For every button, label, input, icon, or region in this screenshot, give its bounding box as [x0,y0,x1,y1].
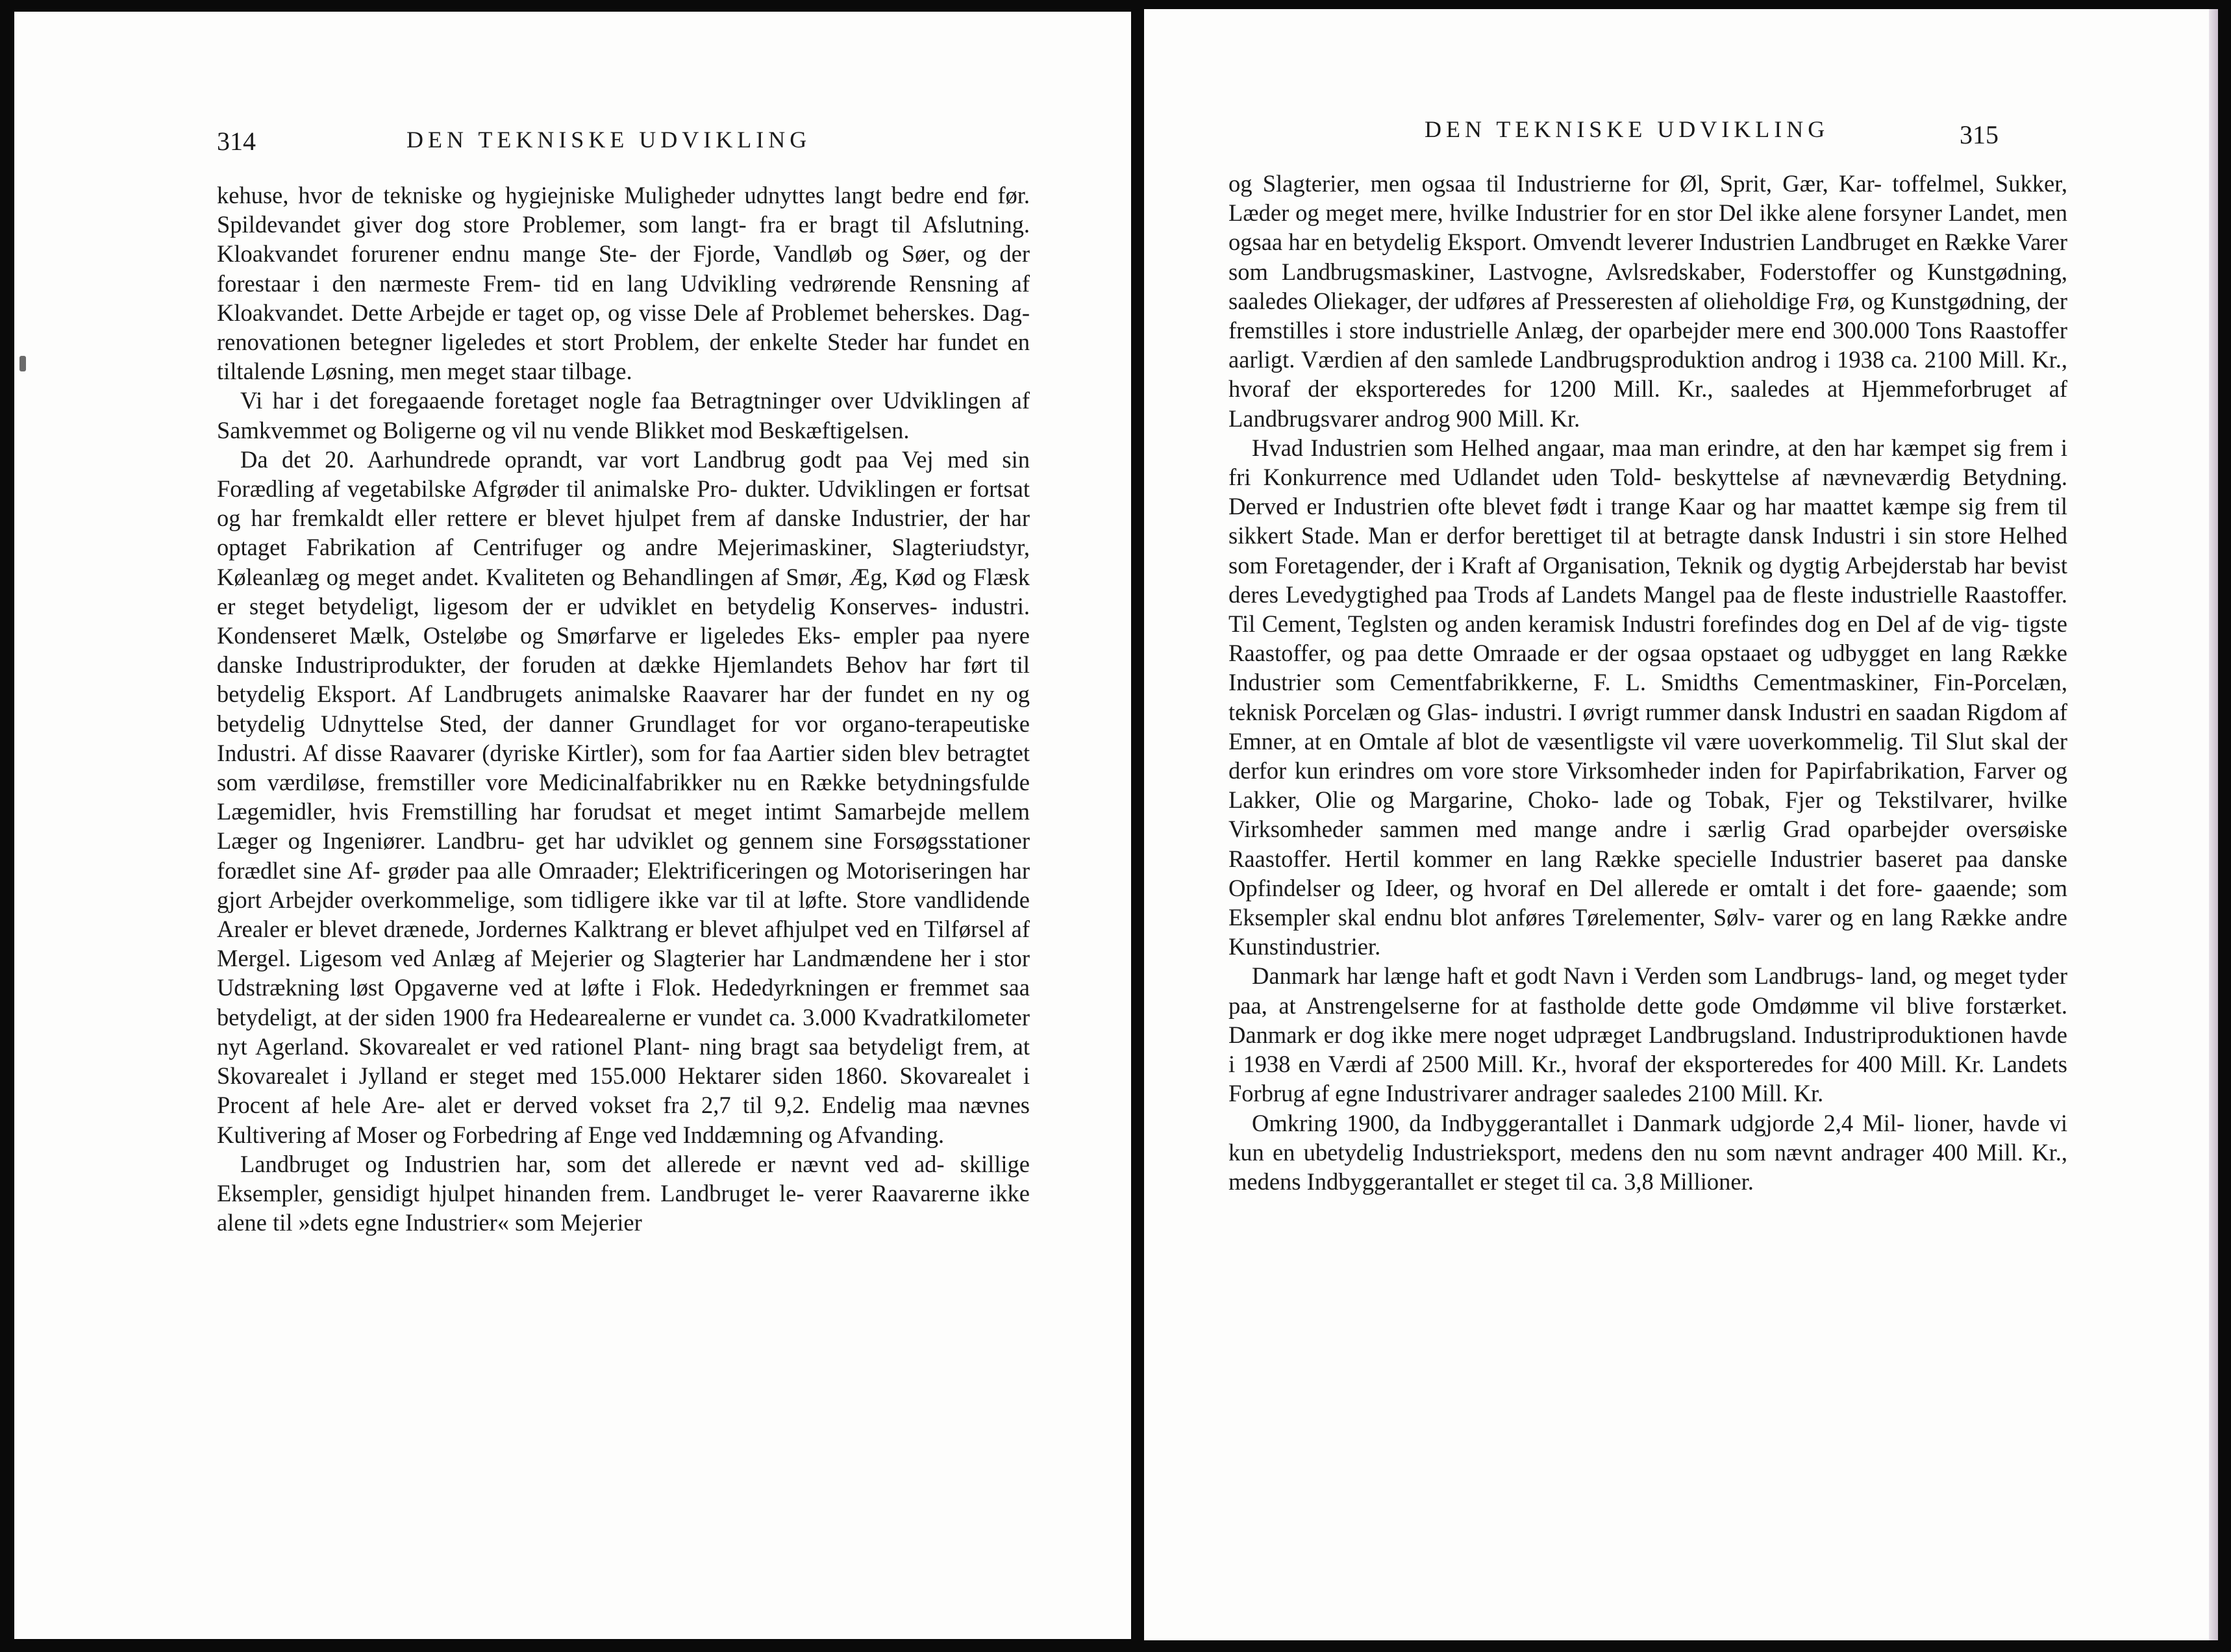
paragraph: Landbruget og Industrien har, som det allerede er nævnt ved ad- skillige Eksempler, gensidigt hjulpet hinanden frem. Landbruget le- verer Raavarerne ikke alene til »dets egne Industrier« som Mejerier [217,1150,1030,1236]
paragraph: Da det 20. Aarhundrede oprandt, var vort Landbrug godt paa Vej med sin Forædling af vegetabilske Afgrøder til animalske Pro- dukter. Udviklingen er fortsat og har fremkaldt eller rettere er blevet hjulpet frem af danske Industrier, der har optaget Fabrikation af Centrifuger og andre Mejerimaskiner, Slagteriudstyr, Køleanlæg og meget andet. Kvaliteten og Behandlingen af Smør, Æg, Kød og Flæsk er steget betydeligt, ligesom der er udviklet en betydelig Konserves- industri. Kondenseret Mælk, Osteløbe og Smørfarve er ligeledes Eks- empler paa nyere danske Industriprodukter, der foruden at dække Hjemlandets Behov har ført til betydelig Eksport. Af Landbrugets animalske Raavarer har der fundet en ny og betydelig Udnyttelse Sted, der danner Grundlaget for vor organo-terapeutiske Industri. Af disse Raavarer (dyriske Kirtler), som for faa Aartier siden blev betragtet som værdiløse, fremstiller vore Medicinalfabrikker nu en Række betydningsfulde Lægemidler, hvis Fremstilling har forudsat et meget intimt Samarbejde mellem Læger og Ingeniører. Landbru- get har udviklet og gennem sine Forsøgsstationer forædlet sine Af- grøder paa alle Omraader; Elektrificeringen og Motoriseringen har gjort Arbejder overkommelige, som tidligere ikke var til at løfte. Store vandlidende Arealer er blevet drænede, Jordernes Kalktrang er blevet afhjulpet ved en Tilførsel af Mergel. Ligesom ved Anlæg af Mejerier og Slagterier har Landmændene her i stor Udstrækning løst Opgaverne ved at løfte i Flok. Hededyrkningen er fremmet saa betydeligt, at der siden 1900 fra Hedearealerne er vundet ca. 3.000 Kvadratkilometer nyt Agerland. Skovarealet er ved rationel Plant- ning bragt saa betydeligt frem, at Skovarealet i Jylland er steget med 155.000 Hektarer siden 1860. Skovarealet i Procent af hele Are- alet er derved vokset fra 2,7 til 9,2. Endelig maa nævnes Kultivering af Moser og Forbedring af Enge ved Inddæmning og Afvanding. [217,445,1030,1148]
right-page [1144,9,2218,1640]
paragraph: og Slagterier, men ogsaa til Industrierne for Øl, Sprit, Gær, Kar- toffelmel, Sukker, Læder og meget mere, hvilke Industrier for en stor Del ikke alene forsyner Landet, men ogsaa har en betydelig Eksport. Omvendt leverer Industrien Landbruget en Række Varer som Landbrugsmaskiner, Lastvogne, Avlsredskaber, Foderstoffer og Kunstgødning, saaledes Oliekager, der udføres af Presseresten af olieholdige Frø, og Kunstgødning, der fremstilles i store industrielle Anlæg, der oparbejder mere end 300.000 Tons Raastoffer aarligt. Værdien af den samlede Landbrugsproduktion androg i 1938 ca. 2100 Mill. Kr., hvoraf der eksporteredes for 1200 Mill. Kr., saaledes at Hjemmeforbruget af Landbrugsvarer androg 900 Mill. Kr. [1228,170,2067,432]
scan-speck [19,356,26,371]
running-head: DEN TEKNISKE UDVIKLING [406,127,812,153]
left-page [14,12,1131,1639]
body-text [1228,169,2067,1196]
paragraph: Danmark har længe haft et godt Navn i Verden som Landbrugs- land, og meget tyder paa, at Anstrengelserne for at fastholde dette gode Omdømme vil blive forstærket. Danmark er dog ikke mere noget udpræget Landbrugsland. Industriproduktionen havde i 1938 en Værdi af 2500 Mill. Kr., hvoraf der eksporteredes for 400 Mill. Kr. Landets Forbrug af egne Industrivarer andrager saaledes 2100 Mill. Kr. [1228,962,2067,1107]
page-number: 314 [217,127,256,156]
paragraph: Omkring 1900, da Indbyggerantallet i Danmark udgjorde 2,4 Mil- lioner, havde vi kun en ubetydelig Industrieksport, medens den nu som nævnt andrager 400 Mill. Kr., medens Indbyggerantallet er steget til ca. 3,8 Millioner. [1228,1109,2067,1195]
body-text [217,181,1030,1237]
running-head: DEN TEKNISKE UDVIKLING [1425,116,1830,142]
paragraph: Vi har i det foregaaende foretaget nogle faa Betragtninger over Udviklingen af Samkvemmet og Boligerne og vil nu vende Blikket mod Beskæftigelsen. [217,387,1030,444]
page-number: 315 [1960,120,1999,149]
paragraph: kehuse, hvor de tekniske og hygiejniske Muligheder udnyttes langt bedre end før. Spildevandet giver dog store Problemer, som langt- fra er bragt til Afslutning. Kloakvandet forurener endnu mange Ste- der Fjorde, Vandløb og Søer, og der forestaar i den nærmeste Frem- tid en lang Udvikling vedrørende Rensning af Kloakvandet. Dette Arbejde er taget op, og visse Dele af Problemet beherskes. Dag- renovationen betegner ligeledes et stort Problem, der enkelte Steder har fundet en tiltalende Løsning, men meget staar tilbage. [217,182,1030,385]
paragraph: Hvad Industrien som Helhed angaar, maa man erindre, at den har kæmpet sig frem i fri Konkurrence med Udlandet uden Told- beskyttelse af nævneværdig Betydning. Derved er Industrien ofte blevet født i trange Kaar og har maattet kæmpe sig frem til sikkert Stade. Man er derfor berettiget til at betragte dansk Industri i sin store Helhed som Foretagender, der i Kraft af Organisation, Teknik og dygtig Arbejderstab har bevist deres Levedygtighed paa Trods af Landets Mangel paa de fleste industrielle Raastoffer. Til Cement, Teglsten og anden keramisk Industri forefindes dog en Del af de vig- tigste Raastoffer, og paa dette Omraade er der ogsaa opstaaet og udbygget en lang Række Industrier som Cementfabrikkerne, F. L. Smidths Cementmaskiner, Fin-Porcelæn, teknisk Porcelæn og Glas- industri. I øvrigt rummer dansk Industri en saadan Rigdom af Emner, at en Omtale af blot de væsentligste vil være uoverkommelig. Til Slut skal der derfor kun erindres om vore store Virksomheder inden for Papirfabrikation, Farver og Lakker, Olie og Margarine, Choko- lade og Tobak, Fjer og Tekstilvarer, hvilke Virksomheder sammen med mange andre i særlig Grad oparbejder oversøiske Raastoffer. Hertil kommer en lang Række specielle Industrier baseret paa danske Opfindelser og Ideer, og hvoraf en Del allerede er omtalt i det fore- gaaende; som Eksempler skal endnu blot anføres Tørelementer, Sølv- varer og en lang Række andre Kunstindustrier. [1228,434,2067,960]
